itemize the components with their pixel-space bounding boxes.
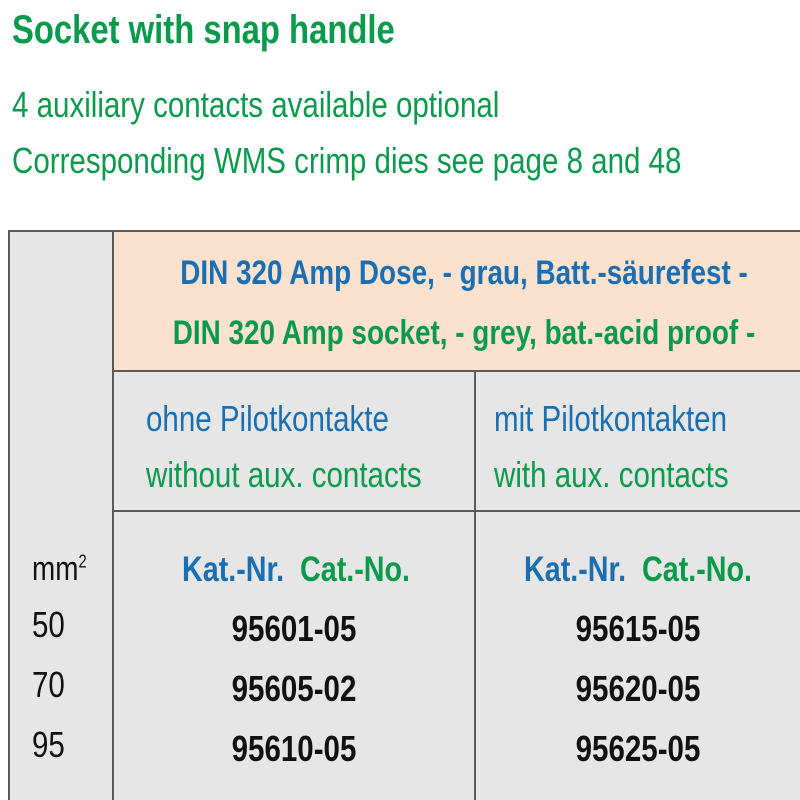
with-aux-numbers [474, 510, 800, 800]
part-number: 95620-05 [575, 668, 701, 709]
without-aux-numbers [112, 510, 474, 800]
unit-text: mm [32, 550, 79, 588]
part-number: 95610-05 [231, 728, 357, 769]
size-95: 95 [32, 724, 65, 765]
unit-label [32, 550, 87, 589]
page-title: Socket with snap handle [12, 8, 395, 52]
catalog-table [8, 230, 800, 800]
part-number: 95625-05 [575, 728, 701, 769]
without-aux-german: ohne Pilotkontakte [146, 398, 389, 439]
crimp-dies-note: Corresponding WMS crimp dies see page 8 and 48 [12, 140, 682, 181]
product-description-band [112, 230, 800, 370]
part-number: 95615-05 [575, 608, 701, 649]
header-with-aux [474, 370, 800, 510]
without-aux-english: without aux. contacts [146, 454, 422, 495]
part-number: 95605-02 [231, 668, 357, 709]
with-aux-german: mit Pilotkontakten [494, 398, 727, 439]
catalog-number-label [182, 550, 410, 590]
size-50: 50 [32, 604, 65, 645]
description-german: DIN 320 Amp Dose, - grau, Batt.-säurefest - [180, 254, 748, 292]
size-column [8, 230, 112, 800]
part-number: 95601-05 [231, 608, 357, 649]
with-aux-english: with aux. contacts [494, 454, 729, 495]
description-english: DIN 320 Amp socket, - grey, bat.-acid proof - [172, 314, 756, 352]
header-without-aux [112, 370, 474, 510]
kat-nr-label: Kat.-Nr. [524, 550, 627, 589]
aux-contacts-note: 4 auxiliary contacts available optional [12, 84, 500, 125]
catalog-number-label [524, 550, 752, 590]
size-70: 70 [32, 664, 65, 705]
unit-superscript: 2 [78, 551, 87, 572]
cat-no-label: Cat.-No. [300, 550, 411, 589]
kat-nr-label: Kat.-Nr. [182, 550, 285, 589]
cat-no-label: Cat.-No. [642, 550, 753, 589]
